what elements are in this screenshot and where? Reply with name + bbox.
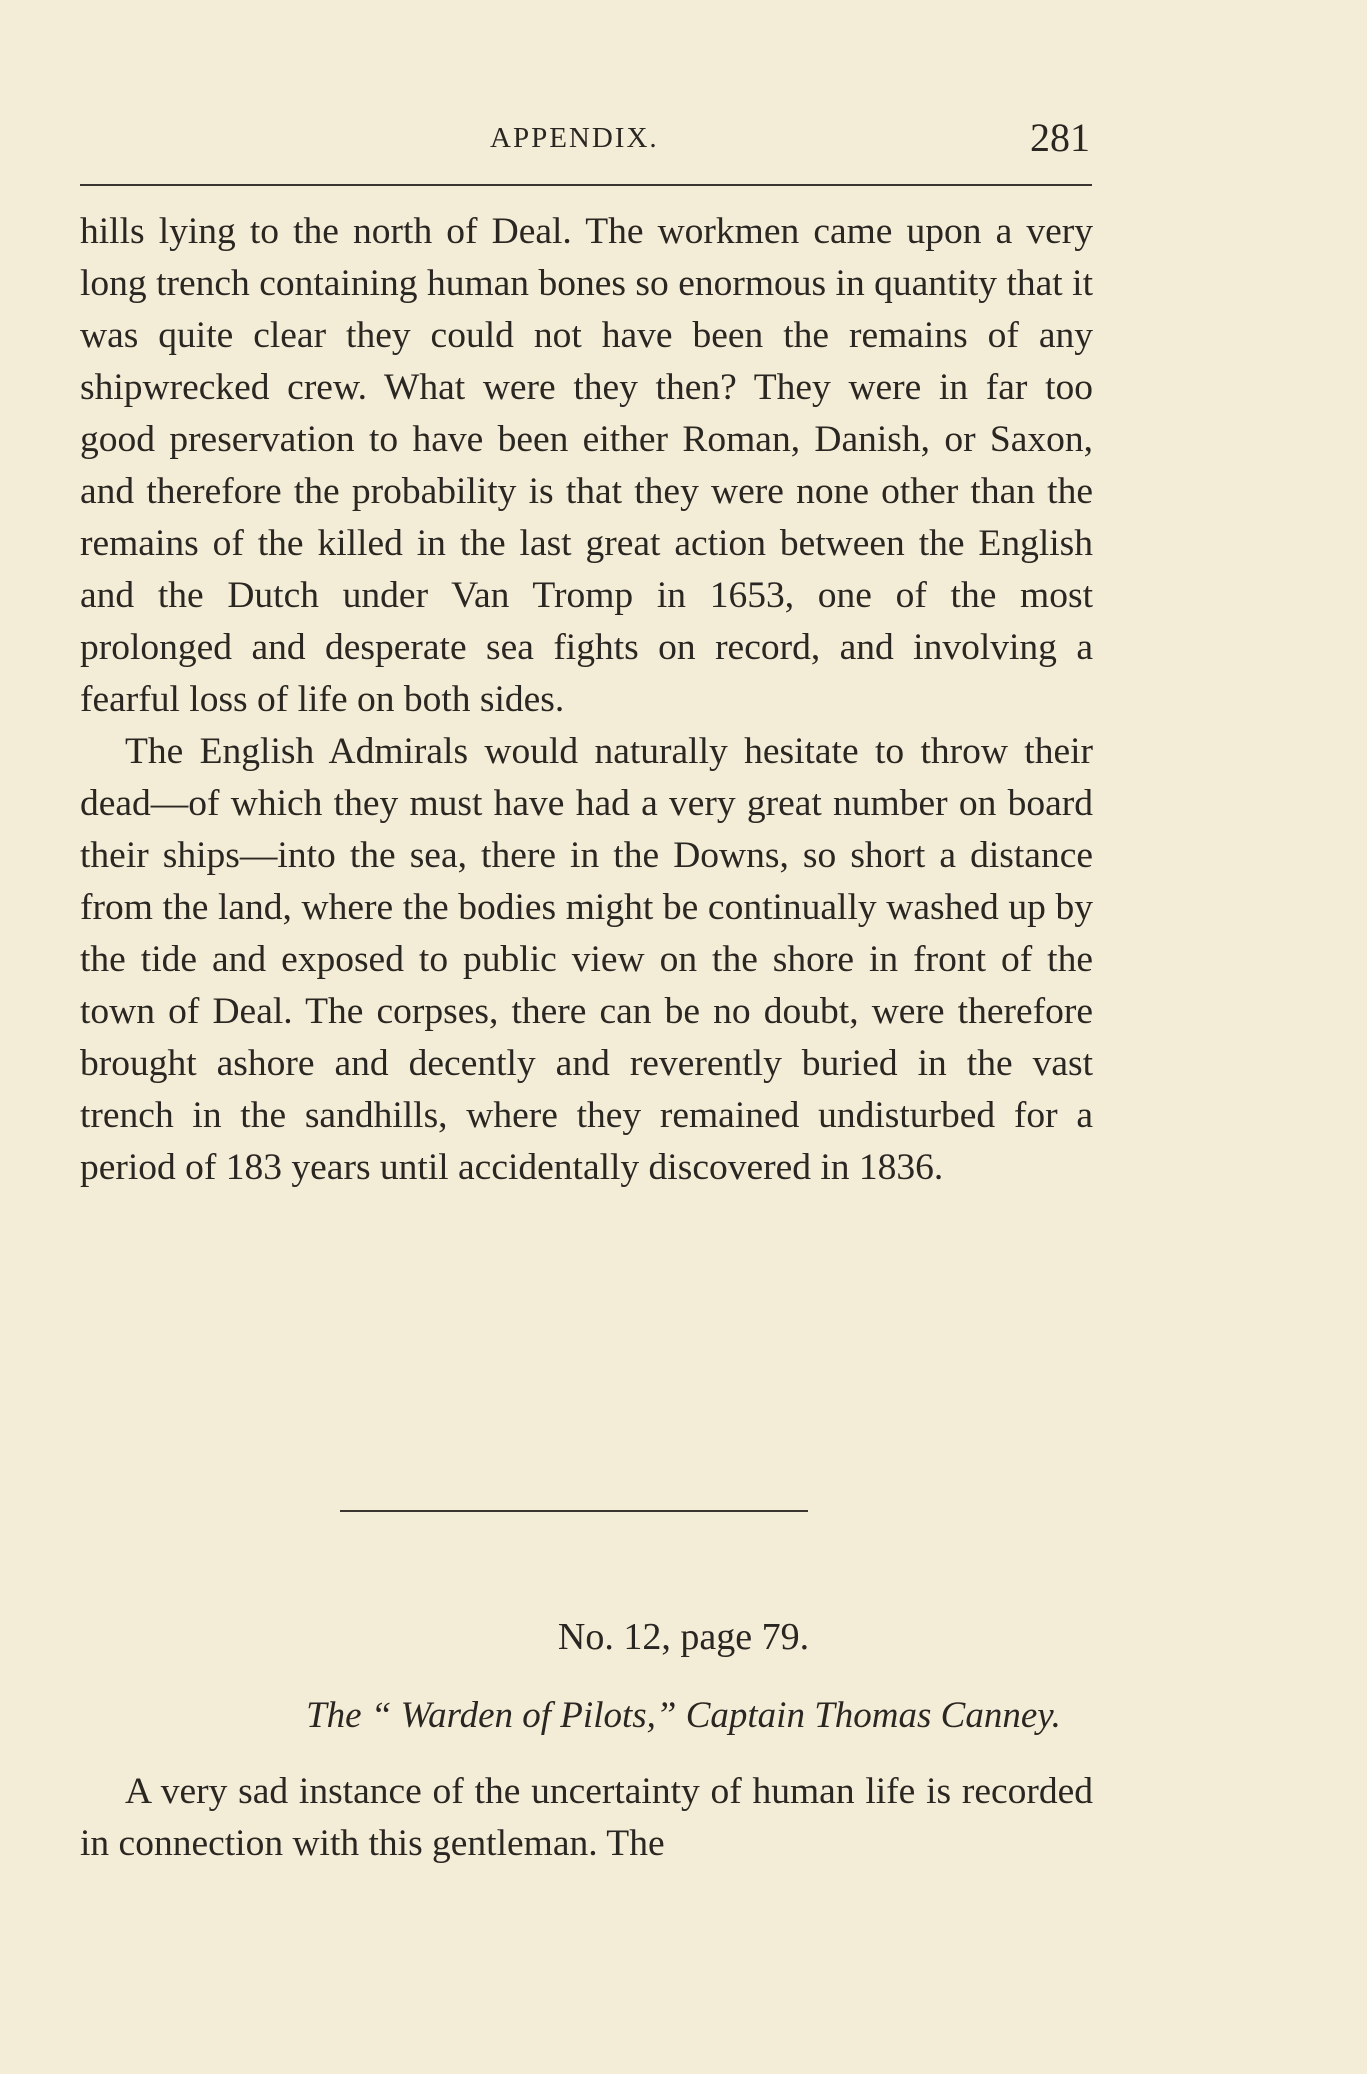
header-rule xyxy=(80,184,1092,186)
running-head-title: APPENDIX. xyxy=(490,122,659,154)
section-subtitle: The “ Warden of Pilots,” Captain Thomas Canney. xyxy=(306,1695,1061,1736)
section-paragraph: A very sad instance of the uncertainty of human life is recorded in connection with this gentleman. The xyxy=(80,1771,1093,1864)
section-text xyxy=(80,1766,1093,1870)
section-divider xyxy=(340,1510,808,1512)
paragraph: The English Admirals would naturally hesitate to throw their dead—of which they must have had a very great number on board their ships—into the sea, there in the Downs, so short a distance from the land, where the bodies might be continually washed up by the tide and exposed to public view on the shore in front of the town of Deal. The corpses, there can be no doubt, were therefore brought ashore and decently and reverently buried in the vast trench in the sandhills, where they remained undisturbed for a period of 183 years until accidentally discovered in 1836. xyxy=(80,731,1093,1188)
page-number: 281 xyxy=(1030,115,1090,160)
running-head xyxy=(80,114,1092,170)
section-heading: No. 12, page 79. xyxy=(557,1616,810,1658)
main-text xyxy=(80,206,1093,1194)
paragraph-continued: hills lying to the north of Deal. The workmen came upon a very long trench containing human bones so enormous in quantity that it was quite clear they could not have been the remains of any shipwrecked crew. What were they then? They were in far too good preservation to have been either Roman, Danish, or Saxon, and therefore the probability is that they were none other than the remains of the killed in the last great action between the English and the Dutch under Van Tromp in 1653, one of the most prolonged and desperate sea fights on record, and involving a fearful loss of life on both sides. xyxy=(80,211,1093,720)
